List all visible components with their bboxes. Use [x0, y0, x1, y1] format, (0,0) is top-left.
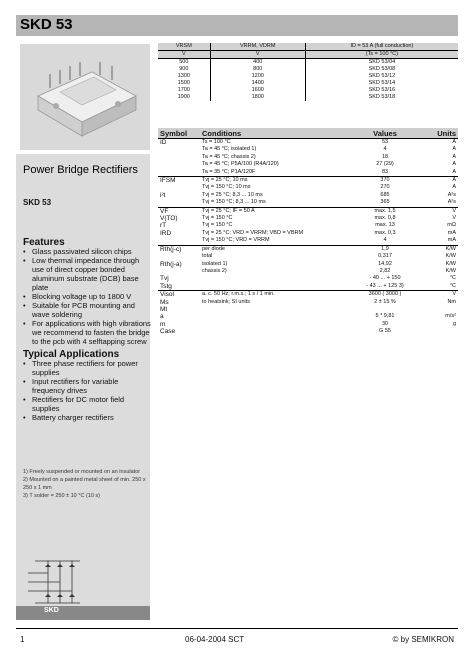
- table-cell: Case: [160, 328, 176, 336]
- table-cell: 1700: [177, 87, 190, 93]
- table-cell: K/W: [445, 253, 456, 260]
- table-cell: A: [452, 168, 456, 175]
- table-cell: A: [452, 161, 456, 168]
- footer-divider: [16, 628, 458, 629]
- table-row: [158, 237, 458, 245]
- table-cell: mΩ: [447, 222, 456, 229]
- table-row: [158, 59, 458, 67]
- table-cell: A²s: [447, 199, 456, 206]
- table-row: [158, 87, 458, 94]
- table-cell: [158, 199, 200, 207]
- table-cell: [158, 268, 200, 275]
- table-cell: SKD 53/18: [305, 94, 458, 101]
- table-row: [158, 192, 458, 199]
- part-number: SKD 53: [23, 198, 52, 207]
- table-cell: [422, 328, 458, 335]
- features-heading: Features: [23, 237, 65, 248]
- table-cell: Ta = 35 °C; P1A/120F: [202, 168, 256, 175]
- table-row: [158, 161, 458, 168]
- table-row: [158, 199, 458, 207]
- ordering-table: [158, 43, 458, 101]
- table-cell: Visol: [158, 291, 200, 299]
- table-cell: Tvj = 150 °C; 10 ms: [202, 184, 251, 191]
- table-cell: Ta = 45 °C; chassis 2): [202, 153, 256, 160]
- footnote: 3) T solder = 250 ± 10 °C (10 s): [23, 493, 101, 499]
- table-cell: m: [160, 320, 166, 328]
- features-section: [23, 238, 151, 422]
- column-unit: (Ts = 100 °C): [305, 51, 458, 59]
- characteristics-table-body: [158, 139, 458, 336]
- page-number: 1: [20, 635, 25, 644]
- table-row: [158, 80, 458, 87]
- bridge-circuit-icon: [20, 555, 95, 610]
- list-item: • Battery charger rectifiers: [23, 413, 151, 422]
- list-item: • Three phase rectifiers for power supplies: [23, 359, 151, 377]
- table-row: [158, 275, 458, 282]
- table-cell: 370: [348, 177, 422, 185]
- table-row: [158, 184, 458, 191]
- table-cell: [200, 328, 348, 335]
- column-header: Symbol: [158, 128, 200, 139]
- table-cell: Ms: [160, 298, 169, 306]
- table-cell: [158, 237, 200, 245]
- table-row: [158, 73, 458, 80]
- table-cell: isolated 1): [202, 260, 228, 267]
- list-item: • Glass passivated silicon chips: [23, 247, 151, 256]
- table-row: [158, 291, 458, 299]
- table-cell: °C: [449, 282, 456, 289]
- table-cell: 1900: [177, 94, 190, 100]
- table-cell: a: [160, 313, 164, 321]
- table-cell: 27 (29): [376, 161, 394, 168]
- table-cell: 4: [383, 237, 387, 244]
- table-cell: Tstg: [160, 282, 172, 290]
- table-cell: i²t: [160, 191, 166, 199]
- table-cell: G 55: [379, 328, 391, 335]
- ordering-table-body: [158, 59, 458, 102]
- table-cell: 18: [381, 153, 389, 160]
- footnotes: [23, 468, 151, 500]
- table-cell: total: [202, 253, 213, 260]
- table-cell: 2 ± 15 %: [374, 298, 396, 305]
- table-cell: Tvj = 150 °C: [202, 222, 233, 229]
- table-cell: 4: [383, 146, 387, 153]
- table-cell: [158, 253, 200, 260]
- list-item: • Blocking voltage up to 1800 V: [23, 292, 151, 301]
- table-cell: 365: [380, 199, 390, 206]
- table-row: [158, 177, 458, 185]
- table-cell: 800: [210, 66, 305, 73]
- module-image: [20, 44, 150, 150]
- table-cell: Tvj = 25 °C; 8,3 ... 10 ms: [202, 191, 263, 198]
- table-cell: SKD 53/14: [305, 80, 458, 87]
- diagram-label-bar: [16, 606, 150, 620]
- table-cell: 1300: [177, 73, 190, 79]
- table-cell: A: [422, 139, 458, 147]
- column-header: VRSM: [158, 43, 210, 51]
- table-cell: A: [422, 177, 458, 185]
- column-header: VRRM, VDRM: [210, 43, 305, 51]
- table-cell: 2,82: [379, 267, 391, 274]
- table-cell: Tvj = 150 °C; 8,3 ... 10 ms: [202, 199, 266, 206]
- table-cell: V: [422, 291, 458, 299]
- table-cell: - 40 ... + 150: [369, 275, 401, 282]
- list-item: • Rectifiers for DC motor field supplies: [23, 395, 151, 413]
- table-cell: rT: [160, 222, 167, 230]
- list-item: • Suitable for PCB mounting and wave soldering: [23, 301, 151, 319]
- product-heading: Power Bridge Rectifiers: [23, 164, 138, 176]
- page-title: SKD 53: [20, 16, 73, 33]
- table-cell: chassis 2): [202, 267, 227, 274]
- table-cell: SKD 53/12: [305, 73, 458, 80]
- table-cell: mA: [447, 229, 456, 236]
- table-cell: 900: [179, 66, 189, 72]
- column-unit: V: [210, 51, 305, 59]
- table-cell: 1200: [210, 73, 305, 80]
- applications-list: [23, 359, 151, 422]
- column-header: Conditions: [200, 128, 348, 139]
- table-cell: [200, 313, 348, 320]
- table-row: [158, 215, 458, 222]
- table-cell: Ts = 100 °C: [200, 139, 348, 147]
- table-cell: ID: [158, 139, 200, 147]
- table-cell: [158, 184, 200, 191]
- table-cell: 1800: [210, 94, 305, 101]
- list-item: • Input rectifiers for variable frequency drives: [23, 377, 151, 395]
- table-row: [158, 207, 458, 215]
- table-cell: Tvj = 25 °C; VRD = VRRM; VBD = VBRM: [202, 229, 304, 236]
- table-cell: 83: [381, 168, 389, 175]
- table-row: [158, 306, 458, 313]
- table-row: [158, 245, 458, 253]
- table-cell: per diode: [200, 245, 348, 253]
- column-unit: V: [158, 51, 210, 59]
- table-cell: K/W: [422, 245, 458, 253]
- table-cell: IRD: [160, 229, 172, 237]
- table-cell: [422, 306, 458, 313]
- table-cell: [200, 275, 348, 282]
- column-header: ID = 53 A (full conduction): [305, 43, 458, 51]
- table-cell: V: [452, 215, 456, 222]
- table-cell: VF: [158, 207, 200, 215]
- table-cell: Tvj = 150 °C: [202, 215, 233, 222]
- table-cell: 1500: [177, 80, 190, 86]
- table-cell: Tvj = 25 °C; 10 ms: [200, 177, 348, 185]
- product-photo: [20, 44, 150, 150]
- table-cell: SKD 53/04: [305, 59, 458, 67]
- table-cell: V: [422, 207, 458, 215]
- table-cell: 500: [179, 59, 189, 65]
- table-row: [158, 321, 458, 328]
- table-cell: max. 0,3: [374, 229, 396, 236]
- table-cell: Ta = 45 °C; isolated 1): [202, 146, 257, 153]
- table-cell: [158, 146, 200, 153]
- table-row: [158, 268, 458, 275]
- table-cell: 685: [380, 191, 390, 198]
- table-cell: [200, 306, 348, 313]
- table-cell: 53: [348, 139, 422, 147]
- table-cell: 5 * 9,81: [375, 313, 395, 320]
- table-cell: Ta = 45 °C; P5A/100 (R4A/120): [202, 161, 279, 168]
- table-cell: [158, 154, 200, 161]
- table-row: [158, 146, 458, 153]
- table-cell: 400: [210, 59, 305, 67]
- table-cell: V(TO): [160, 215, 178, 223]
- list-item: • For applications with high vibrations we recommend to fasten the bridge to the pcb with 4 selftapping screw: [23, 319, 151, 346]
- applications-heading: Typical Applications: [23, 349, 120, 360]
- table-cell: [158, 161, 200, 168]
- table-row: [158, 154, 458, 161]
- table-row: [158, 139, 458, 147]
- title-bar: [16, 15, 458, 36]
- table-cell: 1400: [210, 80, 305, 87]
- table-cell: - 43 ... + 125 3): [366, 282, 404, 289]
- table-cell: IFSM: [158, 177, 200, 185]
- table-cell: °C: [449, 275, 456, 282]
- diagram-label: SKD: [44, 607, 59, 614]
- table-cell: Nm: [447, 298, 456, 305]
- table-row: [158, 261, 458, 268]
- table-cell: Rth(j-c): [158, 245, 200, 253]
- table-cell: 0,317: [378, 253, 392, 260]
- table-cell: Mt: [160, 305, 168, 313]
- table-cell: to heatsink; SI units: [202, 298, 250, 305]
- copyright: © by SEMIKRON: [392, 635, 454, 644]
- table-row: [158, 66, 458, 73]
- table-row: [158, 94, 458, 101]
- table-row: [158, 169, 458, 177]
- table-cell: 3600 ( 3000 ): [348, 291, 422, 299]
- table-cell: [200, 283, 348, 291]
- table-cell: SKD 53/16: [305, 87, 458, 94]
- table-cell: A: [452, 184, 456, 191]
- characteristics-table: [158, 128, 458, 336]
- table-cell: A²s: [447, 191, 456, 198]
- table-cell: max. 0,8: [374, 215, 396, 222]
- table-cell: a. c. 50 Hz; r.m.s.; 1 s / 1 min.: [200, 291, 348, 299]
- table-cell: SKD 53/08: [305, 66, 458, 73]
- table-row: [158, 299, 458, 306]
- table-cell: 30: [381, 320, 389, 327]
- table-row: [158, 328, 458, 335]
- table-cell: 1600: [210, 87, 305, 94]
- table-cell: m/s²: [445, 313, 456, 320]
- table-cell: Tvj: [160, 275, 169, 283]
- table-cell: max. 1,5: [348, 207, 422, 215]
- table-cell: Tvj = 25 °C; IF = 50 A: [200, 207, 348, 215]
- table-cell: A: [452, 146, 456, 153]
- table-cell: K/W: [445, 267, 456, 274]
- table-cell: 14,92: [378, 260, 392, 267]
- features-list: [23, 247, 151, 346]
- table-cell: 270: [380, 184, 390, 191]
- table-cell: [348, 306, 422, 313]
- table-cell: A: [452, 153, 456, 160]
- table-cell: max. 13: [375, 222, 395, 229]
- table-row: [158, 313, 458, 320]
- table-row: [158, 222, 458, 229]
- table-row: [158, 230, 458, 237]
- table-cell: K/W: [445, 260, 456, 267]
- table-row: [158, 283, 458, 291]
- table-cell: 1,9: [348, 245, 422, 253]
- footnote: 2) Mounted on a painted metal sheet of min. 250 x 250 x 1 mm: [23, 477, 146, 491]
- revision-date: 06-04-2004 SCT: [185, 635, 245, 644]
- table-cell: Rth(j-a): [160, 260, 182, 268]
- footnote: 1) Freely suspended or mounted on an insulator: [23, 469, 141, 475]
- table-cell: mA: [447, 237, 456, 244]
- table-cell: [200, 321, 348, 328]
- column-header: Units: [422, 128, 458, 139]
- table-cell: Tvj = 150 °C; VRD = VRRM: [202, 237, 270, 244]
- column-header: Values: [348, 128, 422, 139]
- circuit-diagram: [20, 555, 95, 610]
- table-cell: g: [452, 320, 456, 327]
- list-item: • Low thermal impedance through use of direct copper bonded aluminum substrate (DCB) base plate: [23, 256, 151, 292]
- table-cell: [158, 169, 200, 177]
- table-row: [158, 253, 458, 260]
